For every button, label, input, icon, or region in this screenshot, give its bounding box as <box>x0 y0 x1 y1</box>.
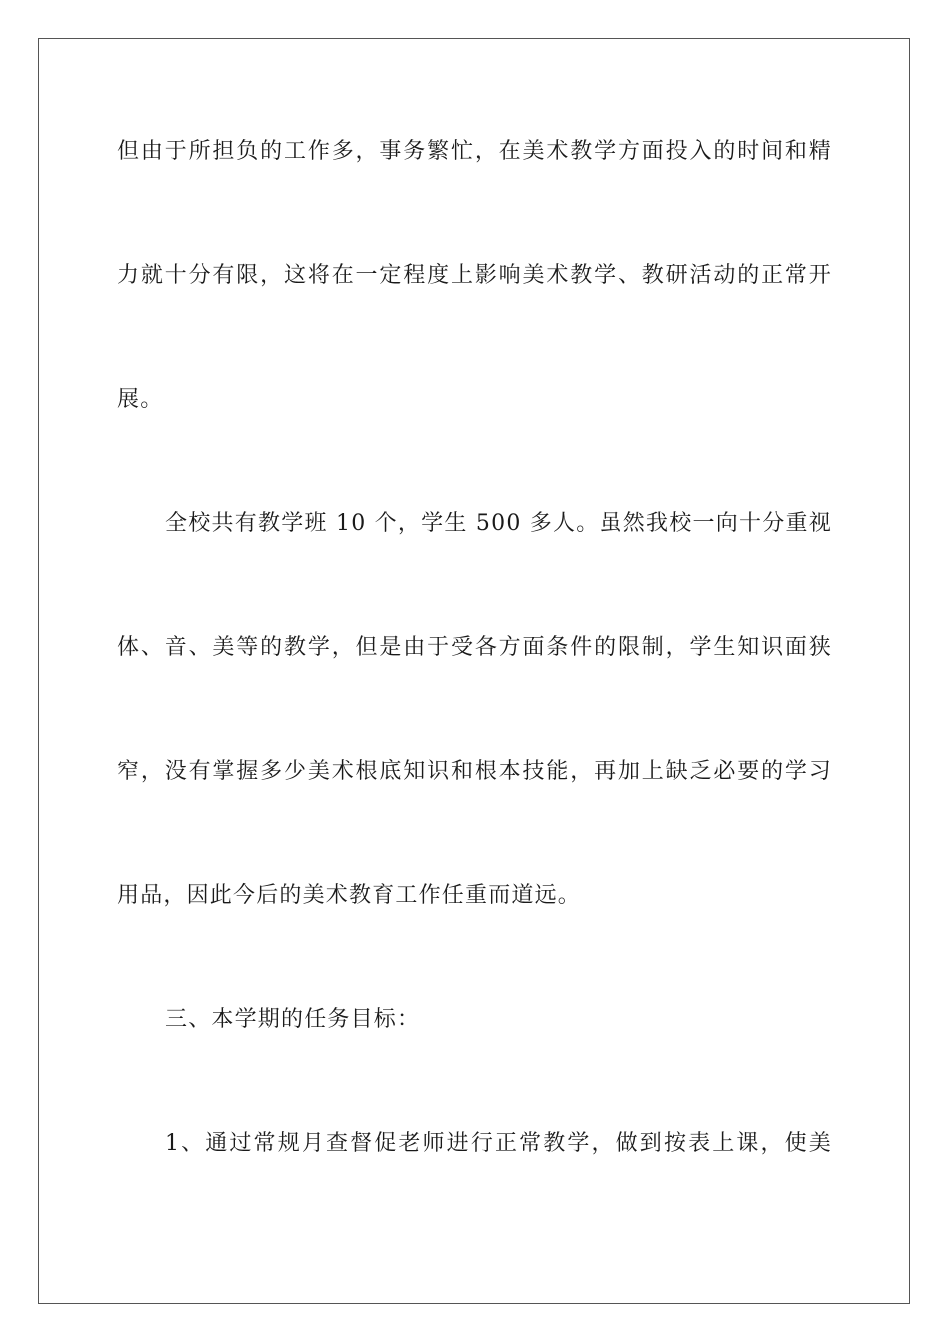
paragraph-line: 体、音、美等的教学，但是由于受各方面条件的限制，学生知识面狭 <box>117 635 832 660</box>
paragraph-line: 力就十分有限，这将在一定程度上影响美术教学、教研活动的正常开 <box>117 263 832 288</box>
paragraph-line: 用品，因此今后的美术教育工作任重而道远。 <box>117 883 582 908</box>
paragraph-line: 窄，没有掌握多少美术根底知识和根本技能，再加上缺乏必要的学习 <box>117 759 832 784</box>
page-border <box>38 38 910 1304</box>
section-heading: 三、本学期的任务目标： <box>165 1007 421 1032</box>
paragraph-line: 展。 <box>117 387 164 412</box>
paragraph-line: 全校共有教学班 10 个，学生 500 多人。虽然我校一向十分重视 <box>165 511 832 536</box>
paragraph-line: 但由于所担负的工作多，事务繁忙，在美术教学方面投入的时间和精 <box>117 139 832 164</box>
paragraph-line: 1、通过常规月查督促老师进行正常教学，做到按表上课，使美 <box>165 1131 832 1156</box>
